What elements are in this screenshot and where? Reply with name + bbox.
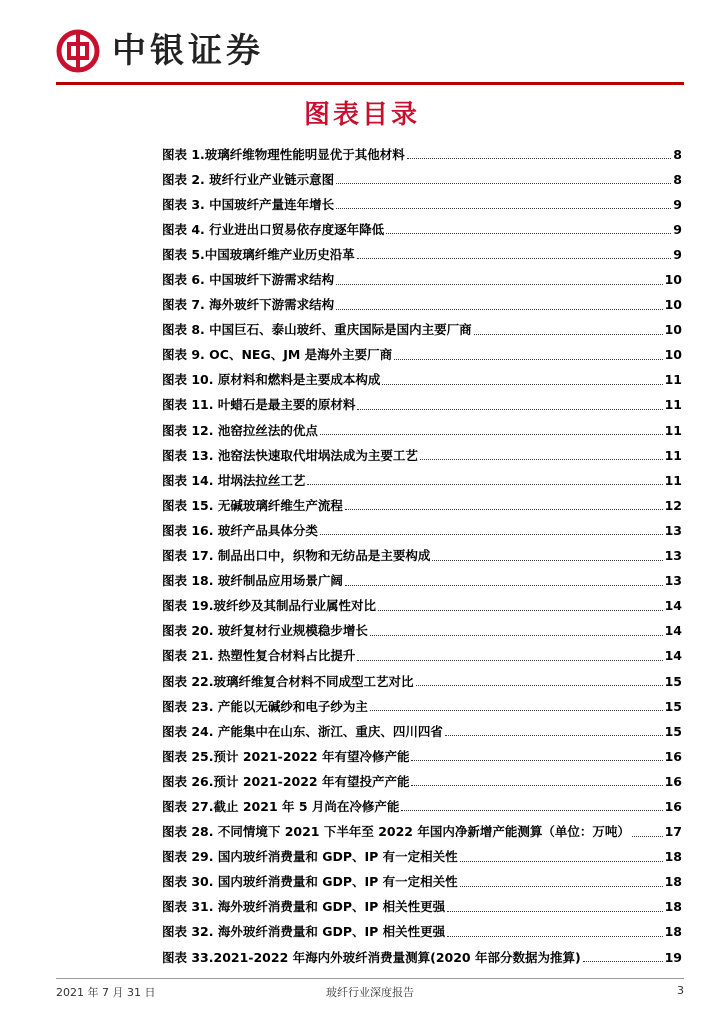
toc-entry-label: 图表 4. 行业进出口贸易依存度逐年降低 (162, 221, 385, 237)
toc-entry-label: 图表 18. 玻纤制品应用场景广阔 (162, 573, 343, 589)
toc-entry-label: 图表 7. 海外玻纤下游需求结构 (162, 297, 335, 313)
toc-entry[interactable] (162, 293, 682, 318)
toc-dot-leader (447, 911, 662, 912)
toc-entry-label: 图表 24. 产能集中在山东、浙江、重庆、四川四省 (162, 723, 443, 739)
toc-entry[interactable] (162, 167, 682, 192)
toc-entry-label: 图表 1.玻璃纤维物理性能明显优于其他材料 (162, 146, 405, 162)
toc-entry[interactable] (162, 318, 682, 343)
toc-entry-label: 图表 21. 热塑性复合材料占比提升 (162, 648, 356, 664)
toc-entry-page: 9 (673, 246, 682, 262)
footer-divider (56, 978, 684, 979)
toc-dot-leader (394, 359, 662, 360)
toc-entry-page: 19 (664, 949, 682, 965)
toc-entry-label: 图表 33.2021-2022 年海内外玻纤消费量测算(2020 年部分数据为推算) (162, 949, 581, 965)
toc-entry-label: 图表 3. 中国玻纤产量连年增长 (162, 196, 335, 212)
toc-entry-label: 图表 5.中国玻璃纤维产业历史沿革 (162, 246, 355, 262)
toc-entry[interactable] (162, 769, 682, 794)
toc-entry-label: 图表 8. 中国巨石、泰山玻纤、重庆国际是国内主要厂商 (162, 322, 472, 338)
toc-entry[interactable] (162, 594, 682, 619)
toc-dot-leader (474, 334, 663, 335)
toc-entry[interactable] (162, 619, 682, 644)
toc-dot-leader (632, 836, 663, 837)
toc-dot-leader (460, 886, 663, 887)
toc-entry[interactable] (162, 895, 682, 920)
toc-entry-page: 10 (664, 272, 682, 288)
brand-name: 中银证券 (112, 31, 264, 71)
toc-entry[interactable] (162, 343, 682, 368)
toc-entry-page: 11 (664, 447, 682, 463)
toc-entry-page: 9 (673, 221, 682, 237)
toc-entry[interactable] (162, 544, 682, 569)
toc-entry[interactable] (162, 443, 682, 468)
toc-entry-label: 图表 11. 叶蜡石是最主要的原材料 (162, 397, 356, 413)
toc-entry-page: 16 (664, 798, 682, 814)
toc-entry-page: 18 (664, 874, 682, 890)
footer-date: 2021 年 7 月 31 日 (56, 986, 156, 999)
toc-entry-label: 图表 15. 无碱玻璃纤维生产流程 (162, 497, 343, 513)
toc-entry[interactable] (162, 569, 682, 594)
toc-dot-leader (345, 585, 663, 586)
header-divider (56, 82, 684, 85)
toc-entry-page: 18 (664, 924, 682, 940)
toc-entry-page: 8 (673, 171, 682, 187)
toc-entry-page: 15 (664, 673, 682, 689)
toc-entry[interactable] (162, 217, 682, 242)
toc-dot-leader (320, 434, 663, 435)
toc-entry-label: 图表 27.截止 2021 年 5 月尚在冷修产能 (162, 798, 400, 814)
toc-entry-label: 图表 14. 坩埚法拉丝工艺 (162, 472, 306, 488)
toc-dot-leader (336, 183, 671, 184)
toc-dot-leader (336, 284, 662, 285)
toc-entry-label: 图表 23. 产能以无碱纱和电子纱为主 (162, 698, 368, 714)
toc-dot-leader (357, 409, 662, 410)
toc-dot-leader (336, 309, 662, 310)
toc-entry-page: 15 (664, 698, 682, 714)
toc-entry-label: 图表 26.预计 2021-2022 年有望投产产能 (162, 773, 410, 789)
toc-entry-page: 13 (664, 573, 682, 589)
toc-dot-leader (320, 534, 663, 535)
toc-entry-page: 13 (664, 522, 682, 538)
toc-entry-page: 11 (664, 397, 682, 413)
toc-entry-page: 18 (664, 899, 682, 915)
toc-entry-page: 16 (664, 773, 682, 789)
toc-entry[interactable] (162, 845, 682, 870)
toc-entry[interactable] (162, 192, 682, 217)
toc-entry-page: 11 (664, 472, 682, 488)
toc-dot-leader (370, 710, 663, 711)
toc-dot-leader (447, 936, 662, 937)
toc-dot-leader (583, 961, 663, 962)
toc-entry-page: 17 (664, 824, 682, 840)
toc-entry-page: 14 (664, 598, 682, 614)
toc-entry[interactable] (162, 820, 682, 845)
toc-dot-leader (357, 258, 671, 259)
toc-entry[interactable] (162, 267, 682, 292)
toc-dot-leader (407, 158, 671, 159)
toc-dot-leader (336, 208, 671, 209)
toc-entry[interactable] (162, 368, 682, 393)
toc-entry-label: 图表 17. 制品出口中，织物和无纺品是主要构成 (162, 548, 431, 564)
toc-dot-leader (382, 384, 662, 385)
toc-dot-leader (386, 233, 671, 234)
toc-entry-label: 图表 31. 海外玻纤消费量和 GDP、IP 相关性更强 (162, 899, 446, 915)
toc-entry-label: 图表 6. 中国玻纤下游需求结构 (162, 272, 335, 288)
toc-entry-page: 15 (664, 723, 682, 739)
toc-entry-page: 8 (673, 146, 682, 162)
toc-entry-label: 图表 13. 池窑法快速取代坩埚法成为主要工艺 (162, 447, 418, 463)
footer-doc-title: 玻纤行业深度报告 (326, 986, 414, 999)
toc-entry[interactable] (162, 870, 682, 895)
toc-entry-label: 图表 25.预计 2021-2022 年有望冷修产能 (162, 748, 410, 764)
toc-title: 图表目录 (303, 100, 420, 130)
toc-dot-leader (345, 509, 663, 510)
toc-entry[interactable] (162, 518, 682, 543)
toc-entry[interactable] (162, 945, 682, 970)
toc-entry-page: 12 (664, 497, 682, 513)
toc-entry[interactable] (162, 418, 682, 443)
toc-entry-page: 10 (664, 322, 682, 338)
toc-dot-leader (357, 660, 662, 661)
toc-entry-label: 图表 16. 玻纤产品具体分类 (162, 522, 318, 538)
toc-entry[interactable] (162, 242, 682, 267)
toc-dot-leader (460, 861, 663, 862)
toc-entry[interactable] (162, 393, 682, 418)
toc-entry-page: 9 (673, 196, 682, 212)
toc-entry-page: 10 (664, 297, 682, 313)
toc-entry[interactable] (162, 794, 682, 819)
toc-entry-label: 图表 32. 海外玻纤消费量和 GDP、IP 相关性更强 (162, 924, 446, 940)
toc-entry-page: 13 (664, 548, 682, 564)
toc-entry[interactable] (162, 468, 682, 493)
toc-entry-label: 图表 29. 国内玻纤消费量和 GDP、IP 有一定相关性 (162, 849, 458, 865)
toc-entry-label: 图表 28. 不同情境下 2021 下半年至 2022 年国内净新增产能测算（单位：万吨） (162, 824, 630, 840)
toc-entry[interactable] (162, 142, 682, 167)
toc-dot-leader (420, 459, 663, 460)
toc-entry[interactable] (162, 669, 682, 694)
toc-entry[interactable] (162, 744, 682, 769)
toc-entry-page: 18 (664, 849, 682, 865)
toc-dot-leader (411, 785, 662, 786)
toc-entry-page: 11 (664, 372, 682, 388)
toc-dot-leader (307, 484, 662, 485)
toc-entry-label: 图表 9. OC、NEG、JM 是海外主要厂商 (162, 347, 393, 363)
toc-entry-label: 图表 30. 国内玻纤消费量和 GDP、IP 有一定相关性 (162, 874, 458, 890)
toc-entry[interactable] (162, 493, 682, 518)
toc-dot-leader (370, 635, 663, 636)
toc-entry[interactable] (162, 644, 682, 669)
toc-dot-leader (445, 735, 663, 736)
brand-logo (56, 27, 264, 75)
footer-page-number: 3 (677, 984, 684, 997)
toc-dot-leader (416, 685, 663, 686)
toc-entry-label: 图表 10. 原材料和燃料是主要成本构成 (162, 372, 381, 388)
toc-list (162, 142, 682, 970)
toc-entry-label: 图表 22.玻璃纤维复合材料不同成型工艺对比 (162, 673, 414, 689)
toc-entry-page: 14 (664, 648, 682, 664)
toc-dot-leader (432, 560, 662, 561)
toc-dot-leader (378, 610, 663, 611)
toc-entry-label: 图表 20. 玻纤复材行业规模稳步增长 (162, 623, 368, 639)
page-footer (56, 984, 684, 1002)
page-header (0, 0, 724, 90)
toc-dot-leader (401, 810, 662, 811)
toc-dot-leader (411, 760, 662, 761)
bank-of-china-logo-icon (56, 29, 100, 73)
toc-entry-page: 10 (664, 347, 682, 363)
toc-entry-page: 16 (664, 748, 682, 764)
toc-entry-page: 11 (664, 422, 682, 438)
toc-entry[interactable] (162, 719, 682, 744)
toc-entry-label: 图表 2. 玻纤行业产业链示意图 (162, 171, 335, 187)
toc-entry-label: 图表 19.玻纤纱及其制品行业属性对比 (162, 598, 376, 614)
toc-entry-page: 14 (664, 623, 682, 639)
toc-entry[interactable] (162, 694, 682, 719)
toc-entry-label: 图表 12. 池窑拉丝法的优点 (162, 422, 318, 438)
toc-entry[interactable] (162, 920, 682, 945)
